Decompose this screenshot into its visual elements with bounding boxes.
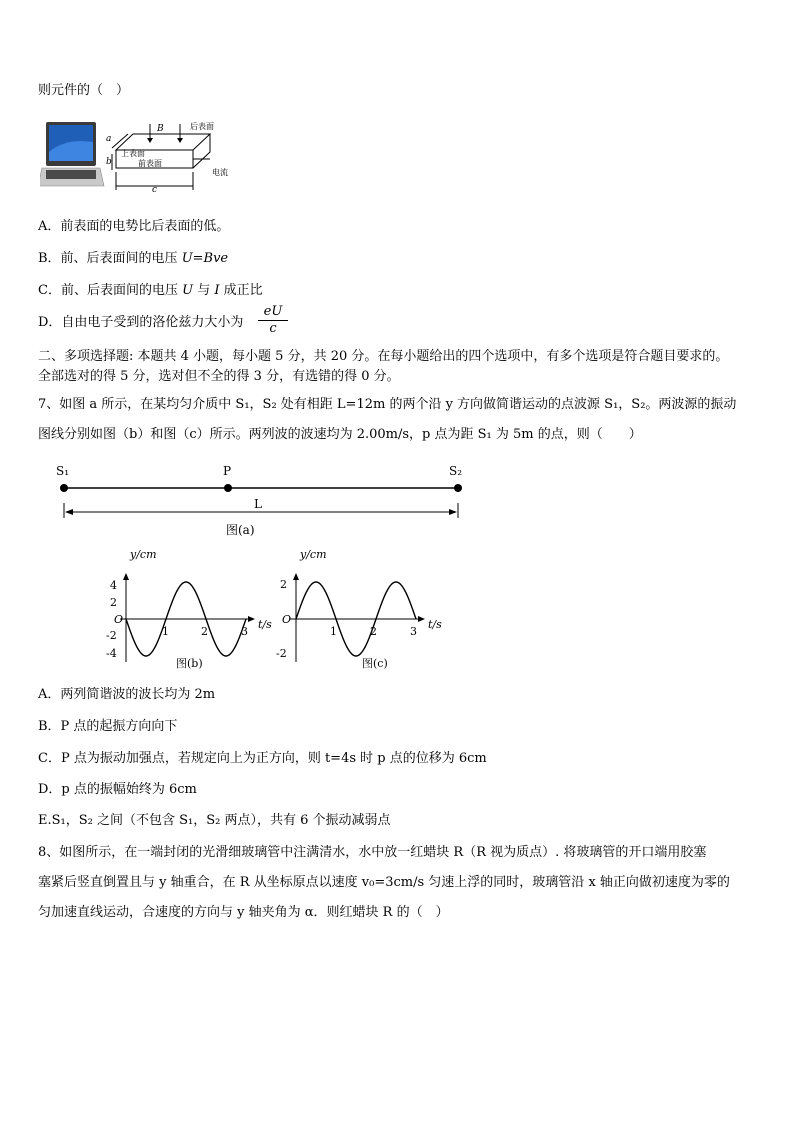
figure-c-ytick: -2	[276, 647, 287, 660]
figure-b-x-arrow	[248, 616, 255, 622]
current-label: 电流	[212, 168, 228, 177]
figure-b-caption: 图(b)	[176, 657, 203, 670]
option-d: D．自由电子受到的洛伦兹力大小为	[38, 315, 244, 330]
figure-b-ytick: -2	[106, 629, 117, 642]
figure-b-ytick: -4	[106, 647, 117, 660]
figure-b-y-arrow	[123, 573, 129, 580]
figure-c-x-arrow	[418, 616, 425, 622]
figure-b-xtick: 2	[201, 625, 208, 638]
hall-element-figure	[40, 112, 240, 194]
figure-c-data-point	[395, 581, 396, 582]
figure-c-origin: O	[282, 613, 292, 626]
option-c: C．前、后表面间的电压 U 与 I 成正比	[38, 283, 263, 298]
figure-b-xtick: 3	[241, 625, 248, 638]
figure-b-ylabel: y/cm	[130, 548, 157, 561]
figure-c-data-point	[335, 618, 336, 619]
q7-option-b: B．P 点的起振方向向下	[38, 719, 178, 734]
q8-stem-line1: 8、如图所示，在一端封闭的光滑细玻璃管中注满清水，水中放一红蜡块 R（R 视为质点）. 将玻璃管的开口端用胶塞	[38, 845, 707, 860]
figure-b-data-point	[125, 618, 126, 619]
q7-option-c: C．P 点为振动加强点，若规定向上为正方向，则 t=4s 时 p 点的位移为 6cm	[38, 751, 487, 766]
option-a: A．前表面的电势比后表面的低。	[38, 219, 230, 234]
q7-option-d: D．p 点的振幅始终为 6cm	[38, 782, 197, 797]
figure-c-xtick: 1	[330, 625, 337, 638]
section-instructions-line2: 全部选对的得 5 分，选对但不全的得 3 分，有选错的得 0 分。	[38, 369, 400, 384]
p-label: P	[223, 464, 232, 478]
q7-stem-line1: 7、如图 a 所示，在某均匀介质中 S₁，S₂ 处有相距 L=12m 的两个沿 y 方向做简谐运动的点波源 S₁，S₂。两波源的振动	[38, 397, 737, 412]
figure-b-xlabel: t/s	[258, 618, 272, 631]
q7-option-e: E.S₁，S₂ 之间（不包含 S₁，S₂ 两点），共有 6 个振动减弱点	[38, 813, 391, 828]
back-face-label: 后表面	[190, 122, 214, 131]
figure-b-data-point	[165, 618, 166, 619]
figure-c-chart	[270, 544, 450, 674]
s2-point	[454, 484, 462, 492]
s1-label: S₁	[56, 464, 70, 478]
figure-c-xtick: 3	[410, 625, 417, 638]
q7-stem-line2: 图线分别如图（b）和图（c）所示。两列波的波速均为 2.00m/s，p 点为距 S₁ 为 5m 的点，则（ ）	[38, 427, 642, 442]
distance-l-label: L	[254, 497, 262, 511]
figure-b-xtick: 1	[162, 625, 169, 638]
b-field-label: B	[157, 124, 164, 134]
figure-c-data-point	[355, 655, 356, 656]
figure-c-y-arrow	[293, 573, 299, 580]
dim-a-label: a	[106, 134, 112, 144]
q8-stem-line2: 塞紧后竖直倒置且与 y 轴重合，在 R 从坐标原点以速度 v₀=3cm/s 匀速上浮的同时，玻璃管沿 x 轴正向做初速度为零的	[38, 875, 730, 890]
figure-c-data-point	[375, 618, 376, 619]
dim-b-label: b	[106, 157, 112, 167]
figure-b-ytick: 4	[110, 579, 117, 592]
figure-c-caption: 图(c)	[362, 657, 388, 670]
s2-label: S₂	[449, 464, 463, 478]
figure-b-data-point	[205, 618, 206, 619]
s1-point	[60, 484, 68, 492]
figure-b-origin: O	[114, 613, 124, 626]
laptop-image	[40, 122, 104, 186]
figure-b-ytick: 2	[110, 596, 117, 609]
q7-option-a: A．两列简谐波的波长均为 2m	[38, 687, 216, 702]
figure-c-data-point	[415, 618, 416, 619]
section-instructions-line1: 二、多项选择题: 本题共 4 小题，每小题 5 分，共 20 分。在每小题给出的四个选项中，有多个选项是符合题目要求的。	[38, 349, 729, 364]
figure-b-chart	[100, 544, 280, 674]
option-b: B．前、后表面间的电压 U=Bve	[38, 251, 229, 266]
figure-c-data-point	[295, 618, 296, 619]
dim-c-label: c	[152, 185, 158, 194]
p-point	[224, 484, 232, 492]
fraction-eu-over-c: eU c	[258, 304, 288, 337]
top-face-label: 上表面	[121, 149, 145, 158]
figure-b-data-point	[185, 581, 186, 582]
question-stem-tail: 则元件的（ ）	[38, 83, 130, 98]
figure-c-xlabel: t/s	[428, 618, 442, 631]
figure-a	[40, 458, 480, 540]
figure-b-data-point	[245, 618, 246, 619]
q8-stem-line3: 匀加速直线运动，合速度的方向与 y 轴夹角为 α．则红蜡块 R 的（ ）	[38, 905, 449, 920]
figure-c-data-point	[315, 581, 316, 582]
figure-b-data-point	[225, 655, 226, 656]
figure-c-ytick: 2	[280, 578, 287, 591]
figure-c-ylabel: y/cm	[300, 548, 327, 561]
figure-c-xtick: 2	[370, 625, 377, 638]
figure-a-caption: 图(a)	[226, 523, 255, 537]
figure-b-data-point	[145, 655, 146, 656]
front-face-label: 前表面	[138, 159, 162, 168]
